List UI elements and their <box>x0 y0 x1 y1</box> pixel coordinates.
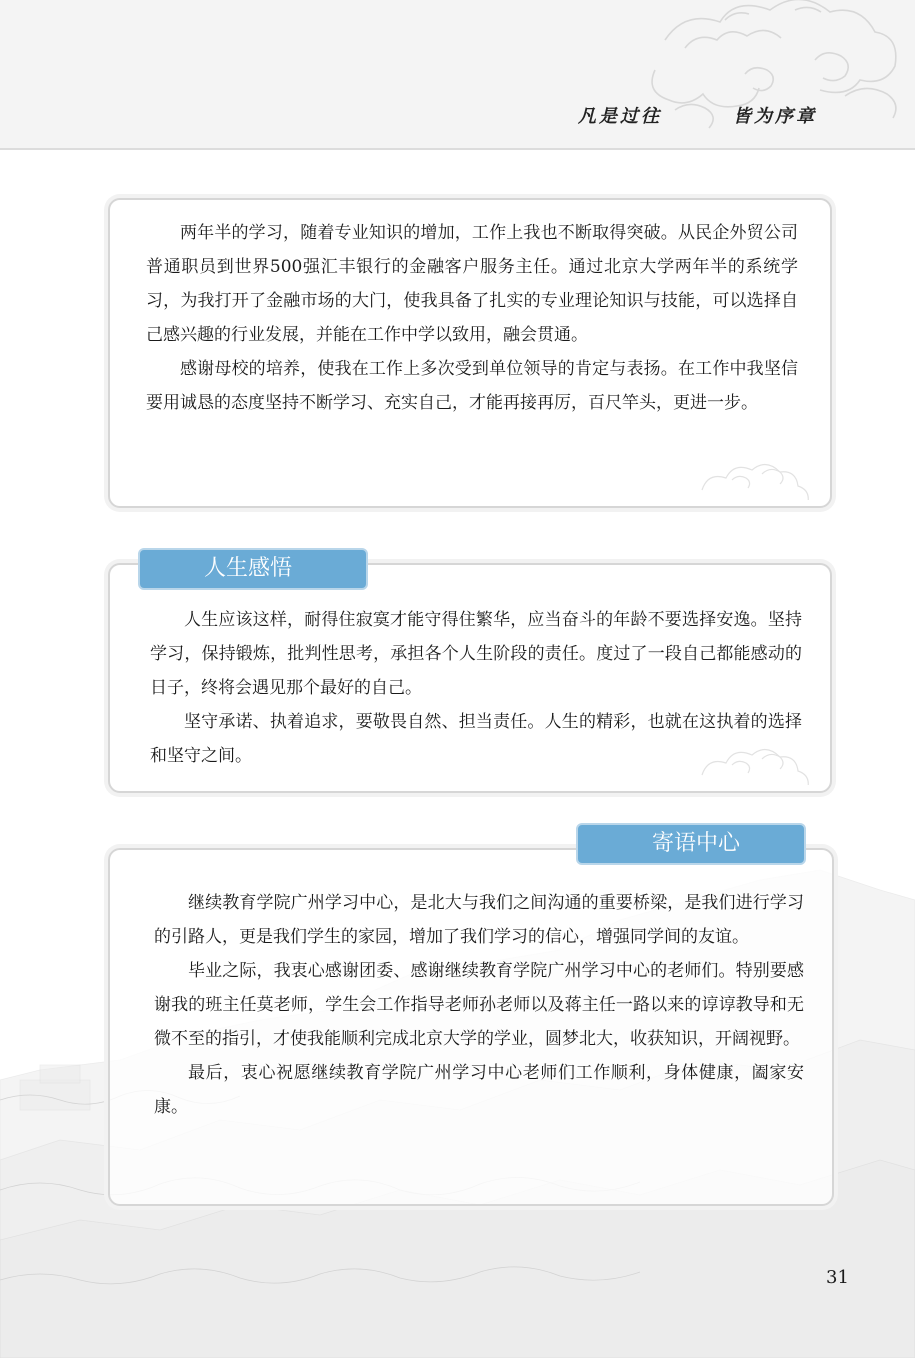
message-card <box>108 848 834 1206</box>
paragraph: 继续教育学院广州学习中心，是北大与我们之间沟通的重要桥梁，是我们进行学习的引路人，更是我们学生的家园，增加了我们学习的信心，增强同学间的友谊。 <box>154 893 804 947</box>
intro-card <box>108 198 832 508</box>
message-text <box>154 886 804 1124</box>
paragraph: 最后，衷心祝愿继续教育学院广州学习中心老师们工作顺利，身体健康，阖家安康。 <box>154 1063 804 1117</box>
paragraph: 坚守承诺、执着追求，要敬畏自然、担当责任。人生的精彩，也就在这执着的选择和坚守之间。 <box>150 712 802 766</box>
page-number: 31 <box>826 1267 849 1288</box>
life-insight-text <box>150 603 802 773</box>
page-header <box>0 0 915 150</box>
life-insight-card <box>108 563 832 793</box>
section-title-life-insight: 人生感悟 <box>138 548 368 590</box>
motto-right: 皆为序章 <box>733 106 817 127</box>
section-title-message: 寄语中心 <box>576 823 806 865</box>
paragraph: 感谢母校的培养，使我在工作上多次受到单位领导的肯定与表扬。在工作中我坚信要用诚恳的态度坚持不断学习、充实自己，才能再接再厉，百尺竿头，更进一步。 <box>146 359 798 413</box>
paragraph: 毕业之际，我衷心感谢团委、感谢继续教育学院广州学习中心的老师们。特别要感谢我的班主任莫老师，学生会工作指导老师孙老师以及蒋主任一路以来的谆谆教导和无微不至的指引，才使我能顺利完成北京大学的学业，圆梦北大，收获知识，开阔视野。 <box>154 961 804 1049</box>
cloud-decoration-icon <box>515 0 915 146</box>
motto-left: 凡是过往 <box>578 106 662 127</box>
paragraph: 两年半的学习，随着专业知识的增加，工作上我也不断取得突破。从民企外贸公司普通职员到世界500强汇丰银行的金融客户服务主任。通过北京大学两年半的系统学习，为我打开了金融市场的大门，使我具备了扎实的专业理论知识与技能，可以选择自己感兴趣的行业发展，并能在工作中学以致用，融会贯通。 <box>146 223 798 345</box>
intro-text <box>146 216 798 420</box>
corner-cloud-icon <box>692 440 822 500</box>
paragraph: 人生应该这样，耐得住寂寞才能守得住繁华，应当奋斗的年龄不要选择安逸。坚持学习，保持锻炼，批判性思考，承担各个人生阶段的责任。度过了一段自己都能感动的日子，终将会遇见那个最好的自己。 <box>150 610 802 698</box>
